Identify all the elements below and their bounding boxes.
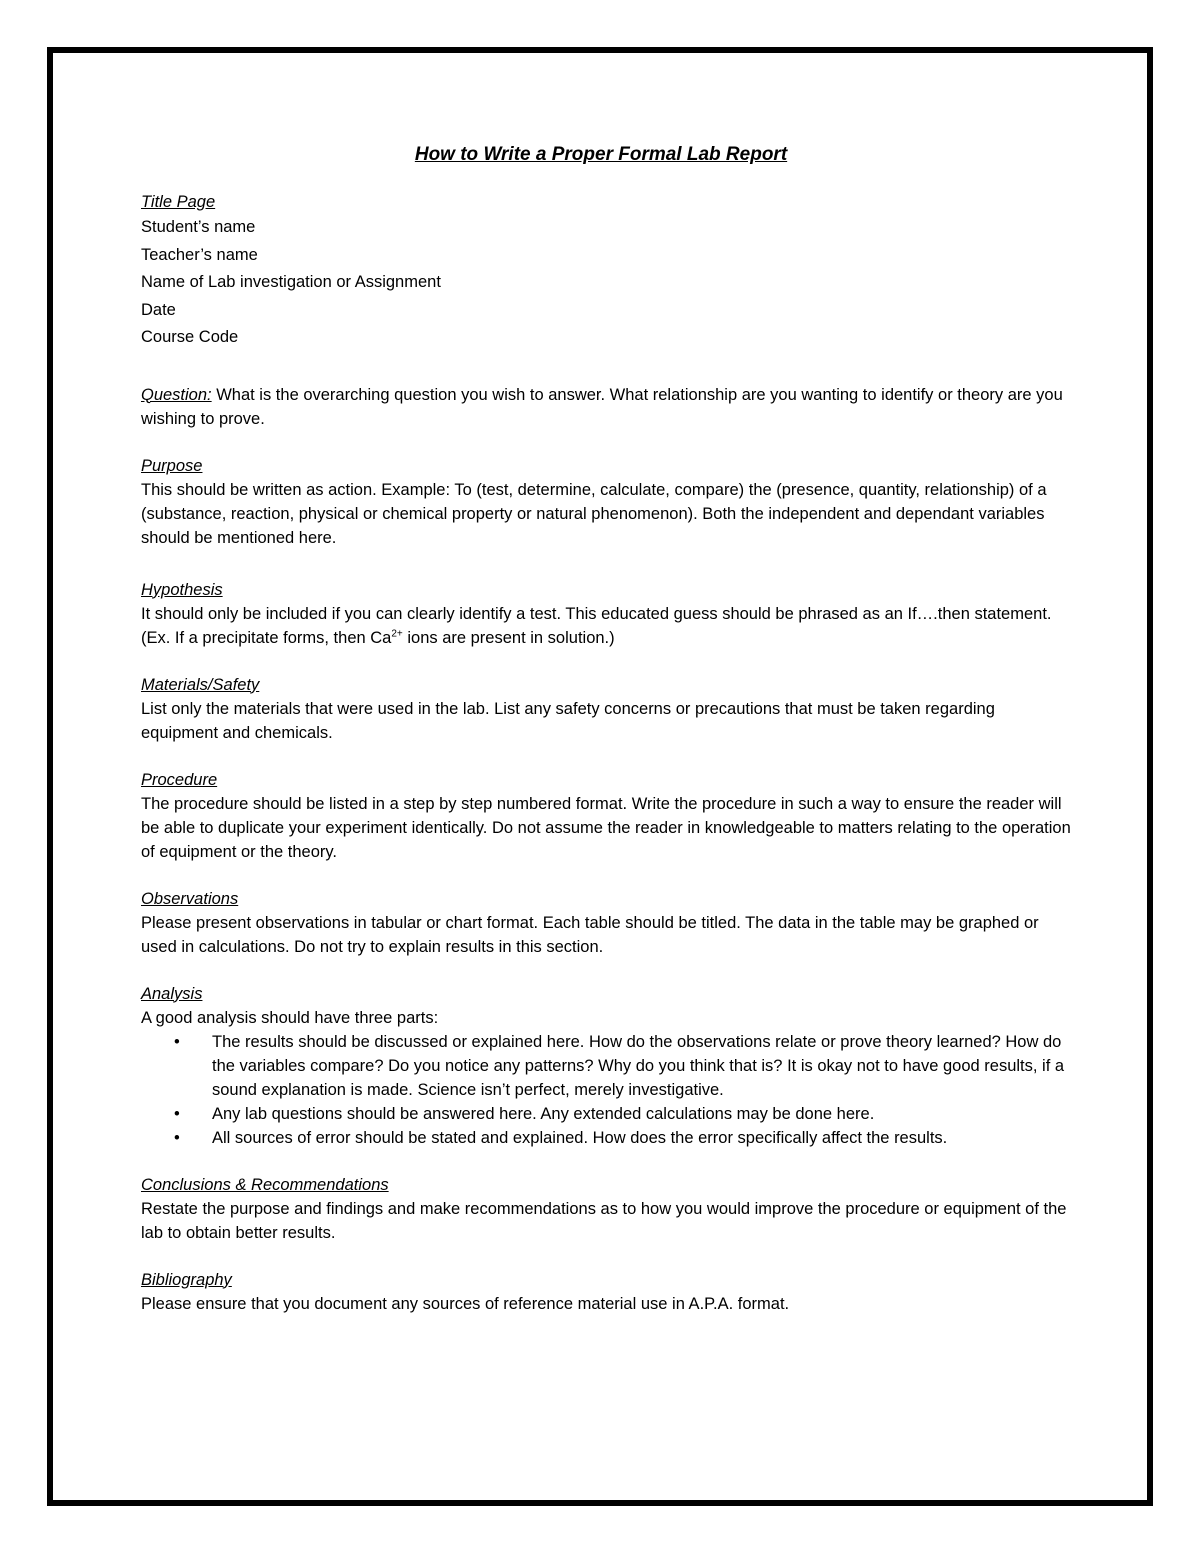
section-question	[141, 383, 1071, 431]
title-page-line: Date	[141, 300, 176, 319]
title-page-heading: Title Page	[141, 193, 216, 211]
hypothesis-text	[141, 602, 1071, 650]
document-title: How to Write a Proper Formal Lab Report	[414, 144, 788, 165]
hypothesis-text-after: ions are present in solution.)	[402, 628, 615, 647]
observations-text: Please present observations in tabular or chart format. Each table should be titled. The data in the table may be graphed or used in calculations. Do not try to explain results in this section.	[141, 913, 1039, 956]
purpose-heading: Purpose	[141, 456, 203, 475]
observations-heading: Observations	[141, 889, 239, 908]
analysis-bullet-list	[141, 1030, 1071, 1150]
list-item	[141, 1102, 1071, 1126]
hypothesis-text-before: It should only be included if you can clearly identify a test. This educated guess should be phrased as an If….then statement. (Ex. If a precipitate forms, then Ca	[141, 604, 1052, 647]
analysis-intro: A good analysis should have three parts:	[141, 1008, 439, 1027]
list-item-text: Any lab questions should be answered here. Any extended calculations may be done here.	[212, 1104, 875, 1123]
bullet-icon: •	[174, 1104, 180, 1123]
purpose-text: This should be written as action. Example: To (test, determine, calculate, compare) the (presence, quantity, relationship) of a (substance, reaction, physical or chemical property or natural phenomenon). Both the independent and dependant variables should be mentioned here.	[141, 480, 1047, 547]
section-bibliography	[141, 1268, 1071, 1316]
list-item-text: All sources of error should be stated and explained. How does the error specifically affect the results.	[212, 1128, 948, 1147]
bibliography-text: Please ensure that you document any sources of reference material use in A.P.A. format.	[141, 1294, 790, 1313]
section-title-page	[141, 190, 1071, 352]
section-analysis	[141, 982, 1071, 1150]
list-item-text: The results should be discussed or explained here. How do the observations relate or prove theory learned? How do the variables compare? Do you notice any patterns? Why do you think that is? It is okay not to have good results, if a sound explanation is made. Science isn’t perfect, merely investigative.	[212, 1032, 1065, 1099]
title-page-line: Course Code	[141, 328, 239, 346]
materials-safety-text: List only the materials that were used in the lab. List any safety concerns or precautions that must be taken regarding equipment and chemicals.	[141, 699, 995, 742]
section-purpose	[141, 454, 1071, 550]
section-conclusions	[141, 1173, 1071, 1245]
question-paragraph	[141, 383, 1071, 431]
section-procedure	[141, 768, 1071, 864]
title-page-line: Student’s name	[141, 218, 256, 236]
bibliography-heading: Bibliography	[141, 1270, 232, 1289]
materials-safety-heading: Materials/Safety	[141, 675, 260, 694]
hypothesis-heading: Hypothesis	[141, 580, 223, 599]
bullet-icon: •	[174, 1128, 180, 1147]
title-page-line: Name of Lab investigation or Assignment	[141, 273, 441, 291]
analysis-heading: Analysis	[141, 984, 203, 1003]
document-body	[141, 140, 1071, 1339]
question-heading: Question:	[141, 385, 212, 404]
procedure-heading: Procedure	[141, 770, 218, 789]
title-page-line: Teacher’s name	[141, 245, 258, 264]
hypothesis-superscript: 2+	[391, 628, 403, 639]
list-item	[141, 1126, 1071, 1150]
section-materials-safety	[141, 673, 1071, 745]
procedure-text: The procedure should be listed in a step by step numbered format. Write the procedure in such a way to ensure the reader will be able to duplicate your experiment identically. Do not assume the reader in knowledgeable to matters relating to the operation of equipment or the theory.	[141, 794, 1071, 861]
list-item	[141, 1030, 1071, 1102]
bullet-icon: •	[174, 1032, 180, 1051]
question-text: What is the overarching question you wish to answer. What relationship are you wanting to identify or theory are you wishing to prove.	[141, 385, 1063, 428]
section-observations	[141, 887, 1071, 959]
conclusions-text: Restate the purpose and findings and make recommendations as to how you would improve the procedure or equipment of the lab to obtain better results.	[141, 1199, 1067, 1242]
title-page-lines	[141, 214, 1071, 352]
conclusions-heading: Conclusions & Recommendations	[141, 1175, 389, 1194]
section-hypothesis	[141, 578, 1071, 650]
